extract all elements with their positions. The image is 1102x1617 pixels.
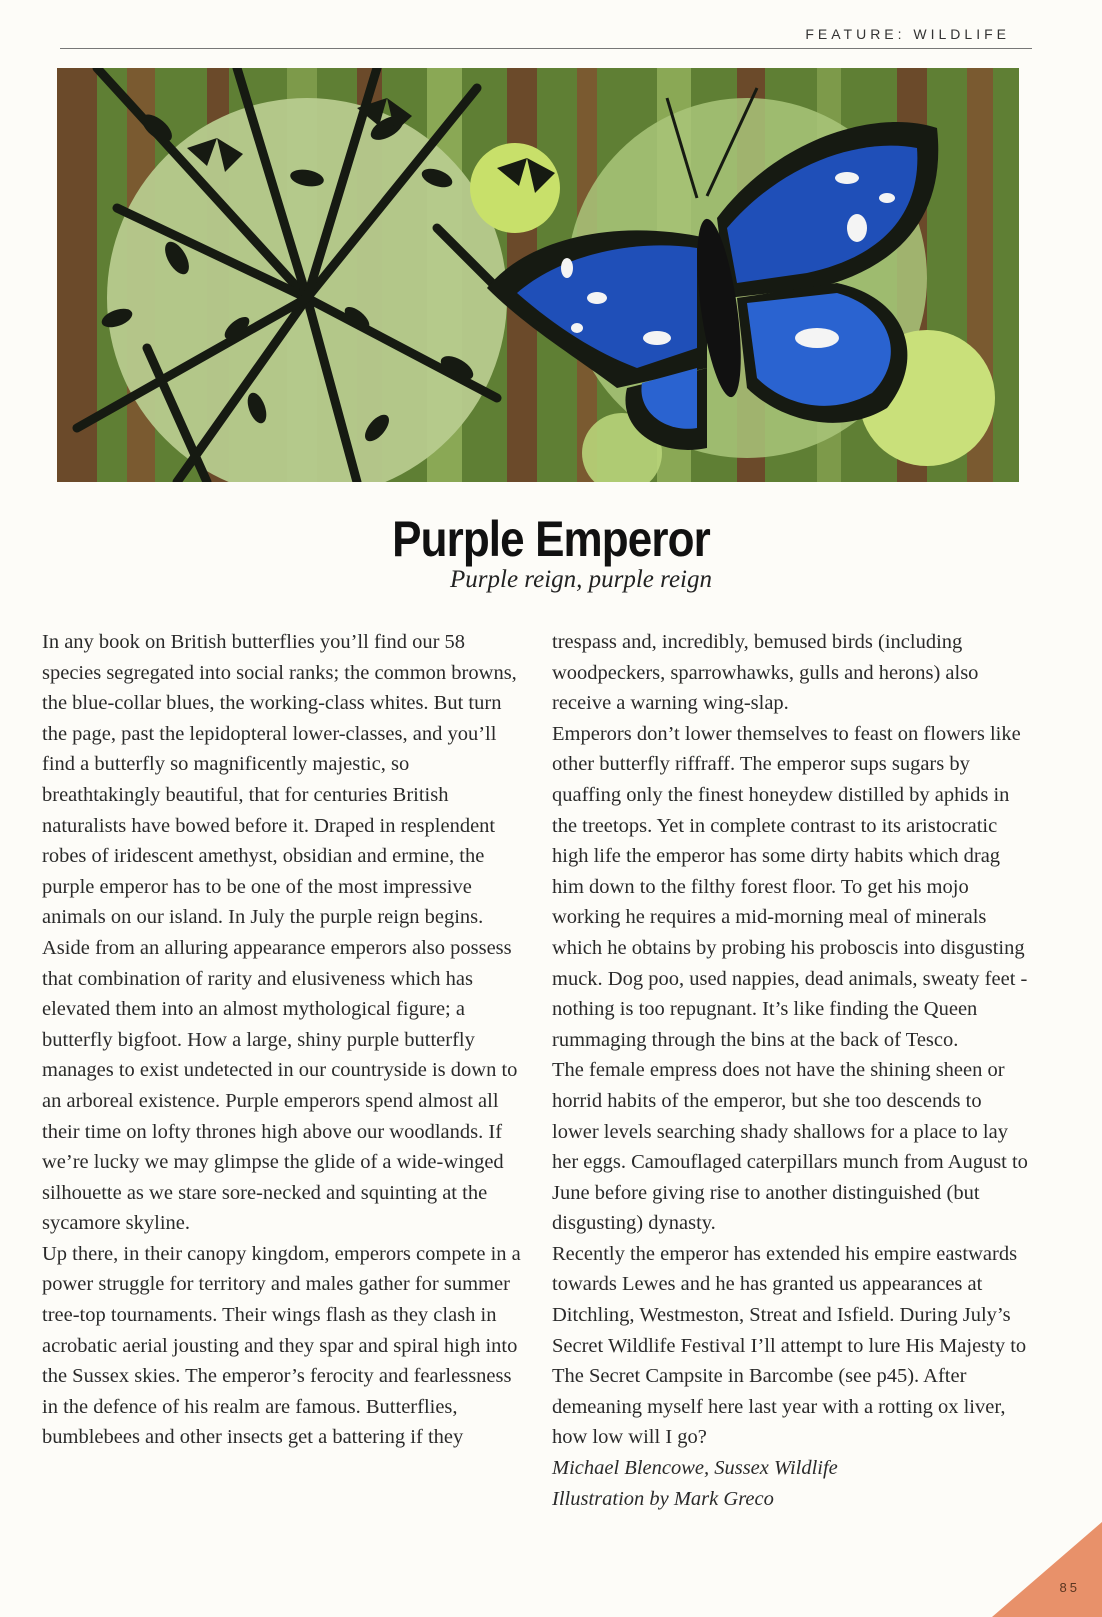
paragraph: Recently the emperor has extended his empire eastwards towards Lewes and he has granted us appearances at Ditchling, Westmeston, Streat and Isfield. During July’s Secret Wildlife Festival I’ll attempt to lure His Majesty to The Secret Campsite in Barcombe (see p45). After demeaning myself here last year with a rotting ox liver, how low will I go? (552, 1242, 1027, 1449)
paragraph: In any book on British butterflies you’ll find our 58 species segregated into social ranks; the common browns, the blue-collar blues, the working-class whites. But turn the page, past the lepidopteral lower-classes, and you’ll find a butterfly so magnificently majestic, so breathtakingly beautiful, that for centuries British naturalists have bowed before it. Draped in resplendent robes of iridescent amethyst, obsidian and ermine, the purple emperor has to be one of the most impressive animals on our island. In July the purple reign begins. (42, 631, 517, 929)
author-credit: Michael Blencowe, Sussex Wildlife (552, 1457, 838, 1480)
butterfly-illustration (57, 68, 1019, 482)
corner-tab (992, 1522, 1102, 1617)
left-column (42, 627, 522, 1453)
paragraph: trespass and, incredibly, bemused birds (including woodpeckers, sparrowhawks, gulls and herons) also receive a warning wing-slap. (552, 631, 979, 715)
illustration-credit: Illustration by Mark Greco (552, 1487, 774, 1510)
paragraph: Up there, in their canopy kingdom, emperors compete in a power struggle for territory and males gather for summer tree-top tournaments. Their wings flash as they clash in acrobatic aerial jousting and they spar and spiral high into the Sussex skies. The emperor’s ferocity and fearlessness in the defence of his realm are famous. Butterflies, bumblebees and other insects get a battering if they (42, 1242, 521, 1449)
article-title: Purple Emperor (392, 511, 710, 567)
paragraph: The female empress does not have the shining sheen or horrid habits of the emperor, but she too descends to lower levels searching shady shallows for a place to lay her eggs. Camouflaged caterpillars munch from August to June before giving rise to another distinguished (but disgusting) dynasty. (552, 1059, 1028, 1235)
paragraph: Emperors don’t lower themselves to feast on flowers like other butterfly riffraff. The emperor sups sugars by quaffing only the finest honeydew distilled by aphids in the treetops. Yet in complete contrast to its aristocratic high life the emperor has some dirty habits which drag him down to the filthy forest floor. To get his mojo working he requires a mid-morning meal of minerals which he obtains by probing his proboscis into disgusting muck. Dog poo, used nappies, dead animals, sweaty feet - nothing is too repugnant. It’s like finding the Queen rummaging through the bins at the back of Tesco. (552, 722, 1028, 1051)
paragraph: Aside from an alluring appearance emperors also possess that combination of rarity and elusiveness which has elevated them into an almost mythological figure; a butterfly bigfoot. How a large, shiny purple butterfly manages to exist undetected in our countryside is down to an arboreal existence. Purple emperors spend almost all their time on lofty thrones high above our woodlands. If we’re lucky we may glimpse the glide of a wide-winged silhouette as we stare sore-necked and squinting at the sycamore skyline. (42, 936, 518, 1235)
article-subtitle: Purple reign, purple reign (450, 566, 712, 593)
header-rule (60, 48, 1032, 49)
page-number: 85 (1059, 1580, 1080, 1595)
right-column (552, 627, 1032, 1514)
section-label: FEATURE: WILDLIFE (805, 26, 1010, 42)
